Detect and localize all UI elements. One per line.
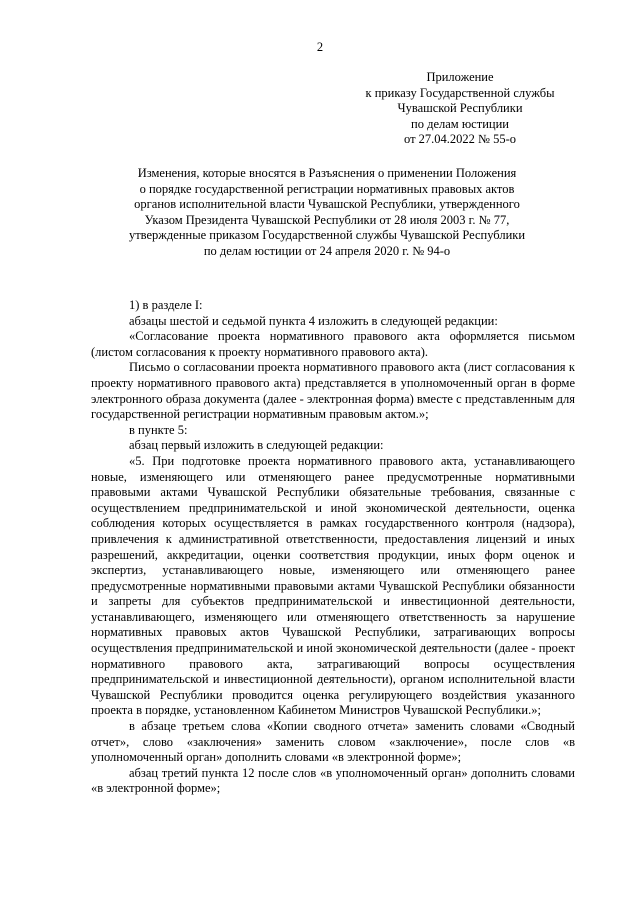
page-number: 2 xyxy=(316,40,324,54)
document-title xyxy=(100,166,554,259)
paragraph: 1) в разделе I: xyxy=(129,298,203,312)
paragraph: «5. При подготовке проекта нормативного правового акта, устанавливающего новые, изменяющего или отменяющего ранее предусмотренные нормативными правовыми актами Чувашской Республики обязательные требования, связанные с осуществлением предпринимательской и иной экономической деятельности, оценка соблюдения которых осуществляется в рамках государственного контроля (надзора), привлечения к административной ответственности, предоставления лицензий и иных разрешений, аккредитации, оценки соответствия продукции, иных форм оценок и экспертиз, устанавливающего новые, изменяющего или отменяющего ранее предусмотренные нормативными правовыми актами Чувашской Республики обязанности и запреты для субъектов предпринимательской и инвестиционной деятельности, устанавливающего, изменяющего или отменяющего ответственность за нарушение нормативных правовых актов Чувашской Республики, затрагивающих вопросы осуществления предпринимательской и иной экономической деятельности (далее - проект нормативного правового акта, затрагивающий вопросы осуществления предпринимательской и инвестиционной деятельности), органом исполнительной власти Чувашской Республики проводится оценка регулирующего воздействия указанного проекта в порядке, установленном Кабинетом Министров Чувашской Республики.»; xyxy=(91,453,575,718)
title-line: по делам юстиции от 24 апреля 2020 г. № 94-о xyxy=(203,243,451,258)
paragraph: абзацы шестой и седьмой пункта 4 изложить в следующей редакции: xyxy=(129,313,498,328)
appendix-line: Чувашской Республики xyxy=(397,101,523,115)
paragraph: абзац третий пункта 12 после слов «в уполномоченный орган» дополнить словами «в электронной форме»; xyxy=(91,765,575,796)
appendix-line: от 27.04.2022 № 55-о xyxy=(403,132,516,146)
paragraph: абзац первый изложить в следующей редакции: xyxy=(129,438,384,453)
title-line: утвержденные приказом Государственной службы Чувашской Республики xyxy=(128,228,526,242)
paragraph: в абзаце третьем слова «Копии сводного отчета» заменить словами «Сводный отчет», слово «заключения» заменить словом «заключение», после слов «в уполномоченный орган» дополнить словами «в электронной форме»; xyxy=(91,719,575,765)
paragraph: «Согласование проекта нормативного правового акта оформляется письмом (листом согласования к проекту нормативного правового акта). xyxy=(91,329,575,359)
appendix-line: по делам юстиции xyxy=(411,116,509,131)
title-line: Указом Президента Чувашской Республики от 28 июля 2003 г. № 77, xyxy=(144,212,510,227)
appendix-line: Приложение xyxy=(426,70,494,84)
title-line: о порядке государственной регистрации нормативных правовых актов xyxy=(139,181,515,196)
paragraph: Письмо о согласовании проекта нормативного правового акта (лист согласования к проекту нормативного правового акта) представляется в уполномоченный орган в форме электронного образа документа (далее - электронная форма) вместе с представленным для государственной регистрации нормативным правовым актом.»; xyxy=(91,360,575,422)
appendix-line: к приказу Государственной службы xyxy=(365,85,555,100)
title-line: Изменения, которые вносятся в Разъяснения о применении Положения xyxy=(137,166,517,180)
title-line: органов исполнительной власти Чувашской Республики, утвержденного xyxy=(134,197,520,211)
paragraph: в пункте 5: xyxy=(129,422,188,437)
document-body xyxy=(91,298,575,797)
appendix-block xyxy=(350,70,570,148)
